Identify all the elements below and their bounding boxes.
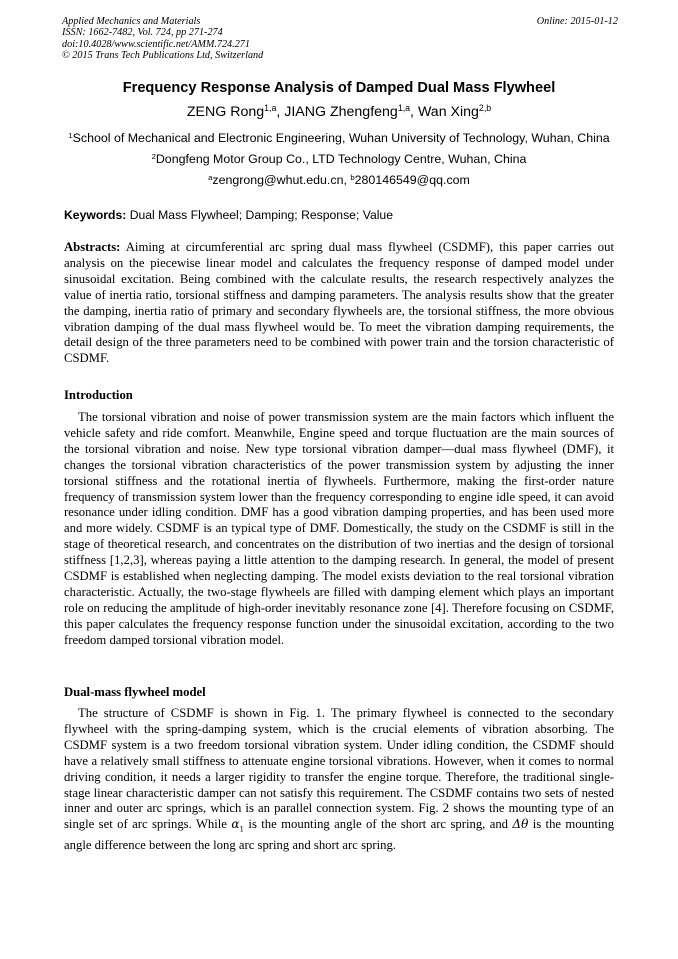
author-sup: 1,a (397, 103, 411, 114)
issn-line: ISSN: 1662-7482, Vol. 724, pp 271-274 (62, 27, 223, 39)
keywords-line (64, 208, 393, 222)
abstract-text: Aiming at circumferential arc spring dual mass flywheel (CSDMF), this paper carries out analysis on the piecewise linear model and calculates the frequency response of damped model under sinusoidal excitation. Being combined with the calculate results, the research respectively analyzes the value of inertia ratio, torsional stiffness and damping parameters. The analysis results show that the greater the damping, inertia ratio of primary and secondary flywheels are, the torsional stiffness, the more obvious vibration damping of the dual mass flywheel would be. To meet the vibration damping requirements, the detail design of the three parameters need to be combined with power train and the torsion characteristic of CSDMF. (64, 240, 614, 366)
affiliation-text: School of Mechanical and Electronic Engineering, Wuhan University of Technology, Wuhan, China (72, 131, 610, 145)
online-date: Online: 2015-01-12 (536, 16, 618, 27)
email-sup: a (208, 172, 213, 182)
abstract-paragraph (64, 240, 614, 367)
author-separator: , (276, 104, 285, 120)
doi-line: doi:10.4028/www.scientific.net/AMM.724.271 (62, 38, 250, 50)
author-name: JIANG Zhengfeng (284, 104, 398, 120)
alpha-letter: α (231, 817, 240, 832)
dmf-text-part3: is the mounting angle difference between the long arc spring and short arc spring. (64, 817, 615, 852)
affiliation-sup: 1 (68, 130, 73, 140)
delta-theta-symbol: Δθ (512, 817, 529, 832)
introduction-paragraph: The torsional vibration and noise of power transmission system are the main factors which influent the vehicle safety and ride comfort. Meanwhile, Engine speed and torque fluctuation are the main sources of the torsional vibration and noise. New type torsional vibration damper—dual mass flywheel (DMF), it changes the torsional vibration characteristics of the power transmission system by adjusting the inner torsional stiffness and the rotational inertia of flywheels. Furthermore, making the first-order nature frequency of transmission system lower than the frequency corresponding to engine idle speed, it can avoid resonance under idling condition. DMF has a good vibration damping properties, and has been used more and more widely. CSDMF is an typical type of DMF. Domestically, the study on the CSDMF is still in the stage of theoretical research, and concentrates on the distribution of two inertias and the design of torsional stiffness [1,2,3], whereas paying a little attention to the damping research. In general, the model of present CSDMF is established when neglecting damping. The model exists deviation to the real torsional vibration characteristic. Actually, the two-stage flywheels are filled with damping element which plays an important role on reducing the amplitude of high-order inevitably resonance zone [4]. Therefore focusing on CSDMF, this paper calculates the frequency response function under the sinusoidal excitation, according to the two freedom damped torsional vibration model. (64, 410, 614, 647)
alpha-subscript: 1 (239, 824, 245, 834)
introduction-heading: Introduction (64, 388, 133, 402)
author-name: ZENG Rong (186, 104, 265, 120)
dmf-text-part2: is the mounting angle of the short arc spring, and (248, 817, 509, 832)
email-link: 280146549@qq.com (354, 173, 470, 187)
affiliation-text: Dongfeng Motor Group Co., LTD Technology Centre, Wuhan, China (155, 152, 527, 166)
email-sup: b (350, 172, 355, 182)
author-name: Wan Xing (417, 104, 479, 120)
affiliation-2 (20, 152, 658, 166)
email-link: zengrong@whut.edu.cn (212, 173, 344, 187)
paper-title: Frequency Response Analysis of Damped Dual Mass Flywheel (122, 80, 556, 96)
author-sup: 1,a (264, 103, 277, 114)
dmf-text-part1: The structure of CSDMF is shown in Fig. 1. The primary flywheel is connected to the secondary flywheel with the spring-damping system, which is the crucial elements of vibration absorbing. The CSDMF system is a two freedom torsional vibration system. Under idling condition, the CSDMF should have a relatively small stiffness to attenuate engine torsional vibrations. However, when it comes to normal driving condition, it needs a larger rigidity to transfer the engine torque. Therefore, the traditional single-stage linear characteristic damper can not satisfy this requirement. The CSDMF contains two sets of nested inner and outer arc springs, which is an parallel connection system. Fig. 2 shows the mounting type of an single set of arc springs. While (64, 706, 614, 832)
keywords-label: Keywords: (64, 208, 127, 222)
keywords-text: Dual Mass Flywheel; Damping; Response; Value (129, 208, 393, 222)
affiliation-1 (20, 131, 658, 145)
author-sup: 2,b (478, 103, 492, 114)
copyright-line: © 2015 Trans Tech Publications Ltd, Switzerland (62, 49, 264, 61)
alpha-symbol (231, 817, 245, 834)
journal-name: Applied Mechanics and Materials (62, 16, 201, 27)
dmf-model-paragraph (64, 706, 614, 854)
dmf-model-heading: Dual-mass flywheel model (64, 685, 206, 699)
abstract-label: Abstracts: (64, 240, 121, 254)
email-separator: , (343, 173, 351, 187)
author-list (40, 104, 638, 120)
email-line (20, 173, 658, 187)
affiliation-sup: 2 (151, 151, 156, 161)
author-separator: , (410, 104, 418, 120)
journal-header (62, 16, 618, 61)
